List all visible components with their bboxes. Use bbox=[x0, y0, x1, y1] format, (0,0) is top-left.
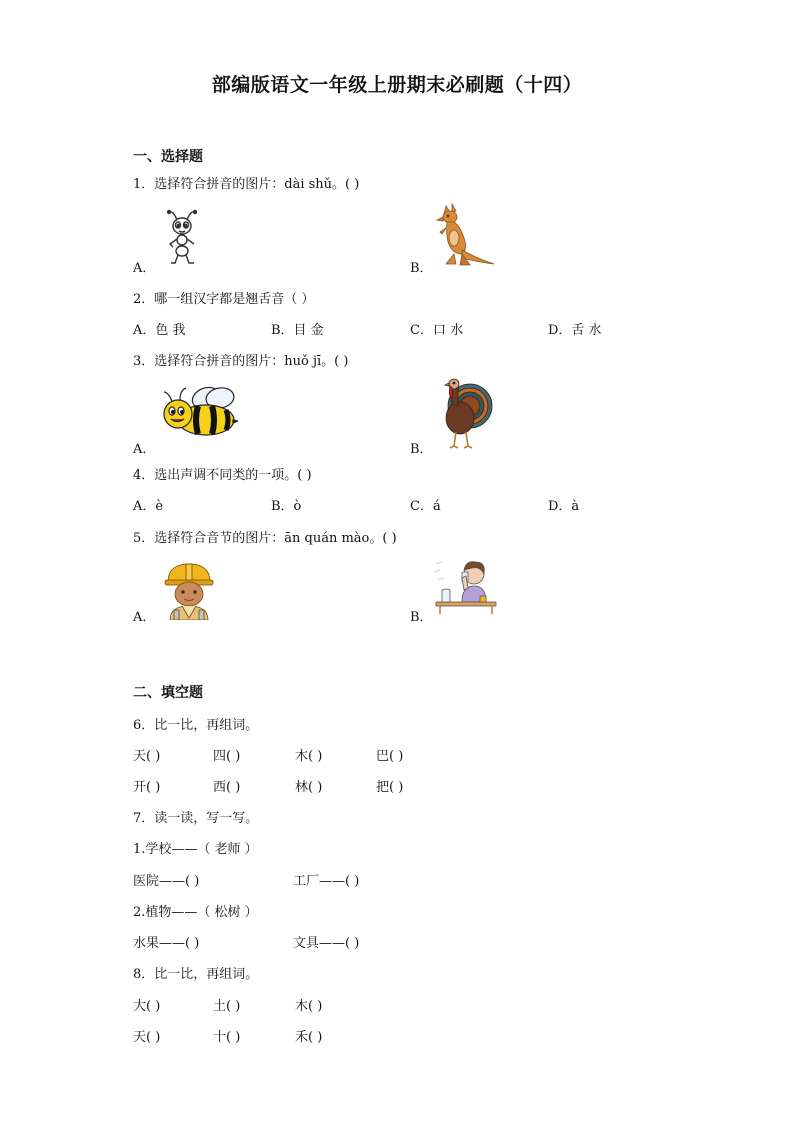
question-5-stem: 5．选择符合音节的图片：ān quán mào。( ) bbox=[133, 531, 397, 546]
question-8-row2-item3[interactable]: 禾( ) bbox=[295, 1030, 323, 1045]
question-7-row1-item2[interactable]: 工厂——( ) bbox=[293, 874, 360, 889]
question-7-example-2: 2.植物——（ 松树 ） bbox=[133, 905, 258, 920]
question-6-stem: 6．比一比，再组词。 bbox=[133, 718, 259, 733]
question-1-option-a[interactable]: A． bbox=[133, 261, 156, 276]
question-8-row1-item1[interactable]: 大( ) bbox=[133, 999, 161, 1014]
question-4-option-c[interactable]: C．á bbox=[410, 499, 441, 514]
question-2-option-d[interactable]: D．舌 水 bbox=[548, 323, 602, 338]
question-3-option-a[interactable]: A． bbox=[133, 442, 156, 457]
question-5-option-b[interactable]: B． bbox=[410, 610, 433, 625]
section-heading-fill: 二、填空题 bbox=[133, 685, 203, 701]
question-2-option-c[interactable]: C．口 水 bbox=[410, 323, 464, 338]
question-4-option-d[interactable]: D．à bbox=[548, 499, 580, 514]
question-3-stem: 3．选择符合拼音的图片：huǒ jī。( ) bbox=[133, 354, 349, 369]
page-title: 部编版语文一年级上册期末必刷题（十四） bbox=[211, 74, 583, 96]
question-8-row2-item1[interactable]: 天( ) bbox=[133, 1030, 161, 1045]
question-6-row2-item2[interactable]: 西( ) bbox=[213, 780, 241, 795]
question-4-option-b[interactable]: B．ò bbox=[271, 499, 302, 514]
question-1-stem: 1．选择符合拼音的图片：dài shǔ。( ) bbox=[133, 177, 360, 192]
question-2-option-a[interactable]: A．色 我 bbox=[133, 323, 186, 338]
turkey-icon[interactable] bbox=[436, 374, 494, 450]
question-6-row1-item1[interactable]: 天( ) bbox=[133, 749, 161, 764]
question-2-option-b[interactable]: B．目 金 bbox=[271, 323, 324, 338]
question-8-row2-item2[interactable]: 十( ) bbox=[213, 1030, 241, 1045]
question-6-row1-item3[interactable]: 木( ) bbox=[295, 749, 323, 764]
question-3-option-b[interactable]: B． bbox=[410, 442, 433, 457]
question-6-row2-item4[interactable]: 把( ) bbox=[376, 780, 404, 795]
question-7-row2-item1[interactable]: 水果——( ) bbox=[133, 936, 200, 951]
helmet-worker-icon[interactable] bbox=[162, 560, 216, 620]
question-6-row2-item1[interactable]: 开( ) bbox=[133, 780, 161, 795]
question-4-stem: 4．选出声调不同类的一项。( ) bbox=[133, 468, 312, 483]
section-heading-choice: 一、选择题 bbox=[133, 149, 203, 165]
bee-icon[interactable] bbox=[160, 384, 238, 442]
question-7-row2-item2[interactable]: 文具——( ) bbox=[293, 936, 360, 951]
question-6-row2-item3[interactable]: 林( ) bbox=[295, 780, 323, 795]
question-1-option-b[interactable]: B． bbox=[410, 261, 433, 276]
question-4-option-a[interactable]: A．è bbox=[133, 499, 164, 514]
question-6-row1-item4[interactable]: 巴( ) bbox=[376, 749, 404, 764]
drinking-child-icon[interactable] bbox=[432, 558, 498, 616]
question-6-row1-item2[interactable]: 四( ) bbox=[213, 749, 241, 764]
question-8-row1-item3[interactable]: 木( ) bbox=[295, 999, 323, 1014]
ant-icon[interactable] bbox=[163, 206, 203, 266]
question-7-example-1: 1.学校——（ 老师 ） bbox=[133, 842, 258, 857]
question-8-stem: 8．比一比，再组词。 bbox=[133, 967, 259, 982]
kangaroo-icon[interactable] bbox=[432, 202, 496, 268]
question-8-row1-item2[interactable]: 土( ) bbox=[213, 999, 241, 1014]
question-7-stem: 7．读一读，写一写。 bbox=[133, 811, 259, 826]
question-2-stem: 2．哪一组汉字都是翘舌音（ ） bbox=[133, 292, 315, 307]
question-5-option-a[interactable]: A． bbox=[133, 610, 156, 625]
question-7-row1-item1[interactable]: 医院——( ) bbox=[133, 874, 200, 889]
